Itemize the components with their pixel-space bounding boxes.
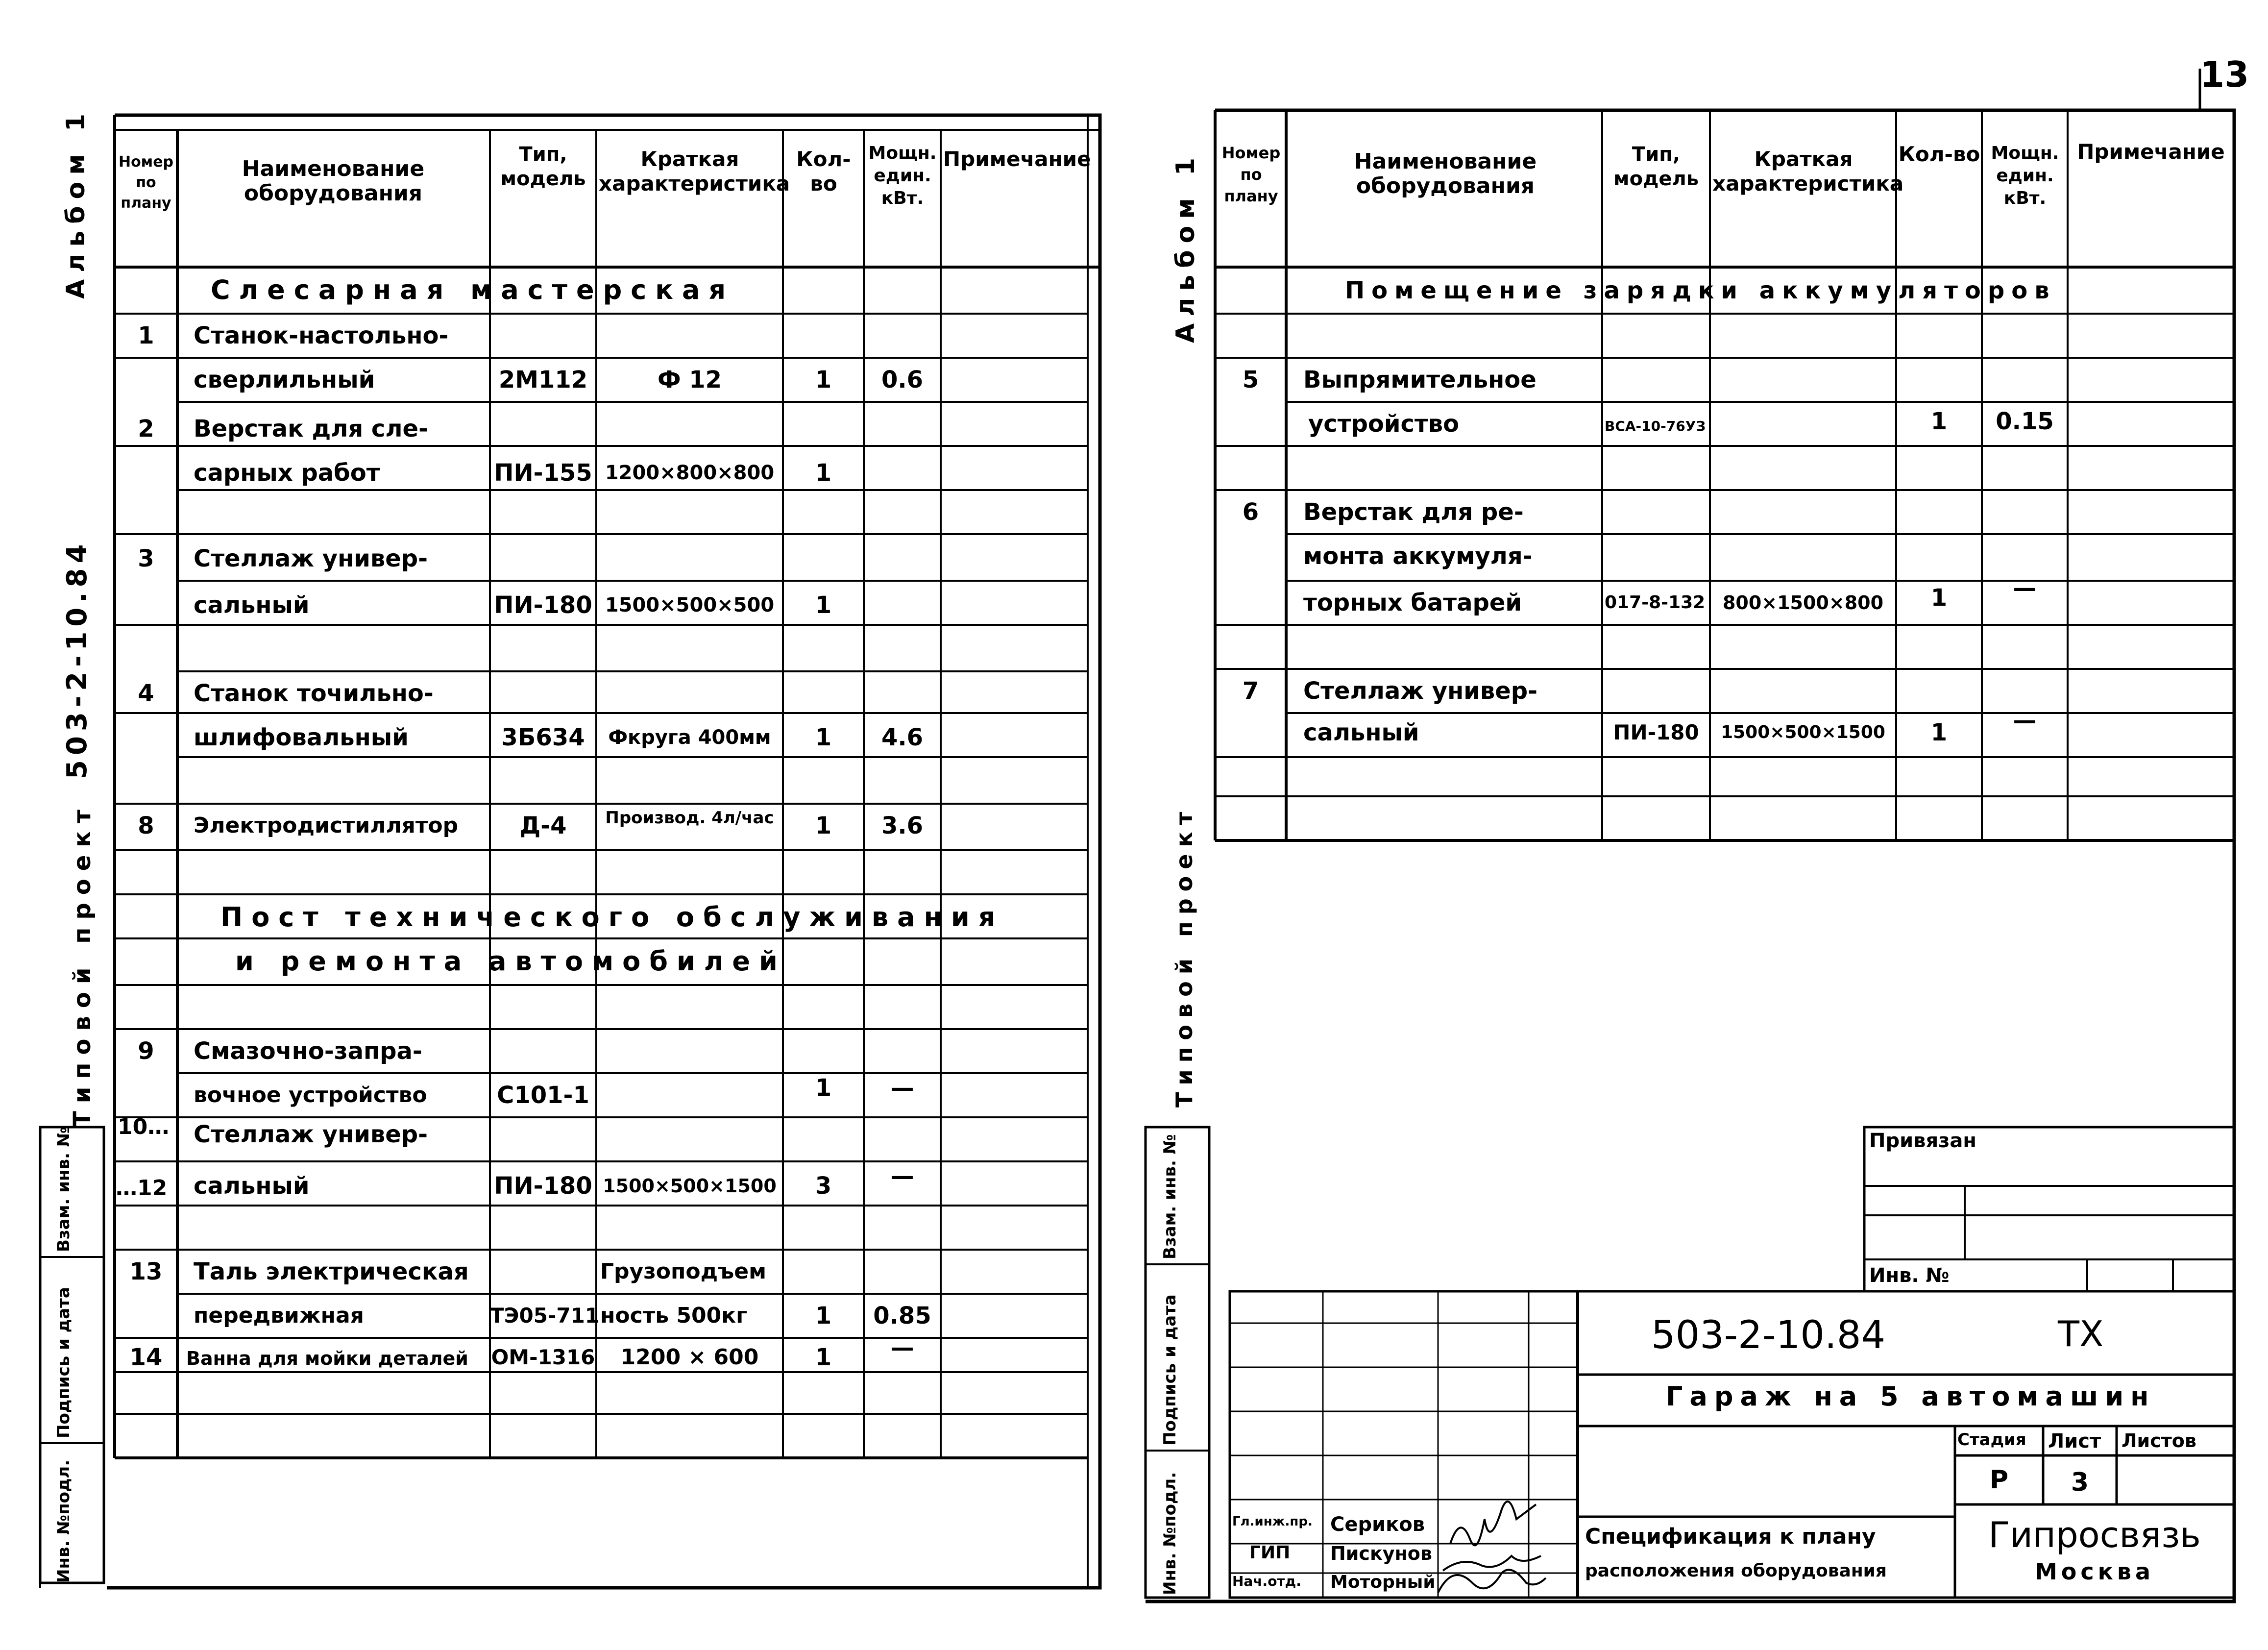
row-type: ТЭ05-711 <box>490 1304 600 1328</box>
section-title: Помещение зарядки аккумуляторов <box>1345 277 2056 304</box>
row-name: сальный <box>194 591 310 619</box>
row-name: сарных работ <box>194 459 380 487</box>
right-project-type: Типовой проект <box>1171 805 1197 1108</box>
section-title: Слесарная мастерская <box>211 274 735 305</box>
col-header-type: Тип, модель <box>500 143 586 190</box>
sheets-label: Листов <box>2122 1430 2196 1452</box>
right-stamp-replace: Взам. инв. № <box>1160 1134 1180 1259</box>
row-qty: 1 <box>815 812 832 839</box>
row-qty: 1 <box>1930 719 1948 746</box>
col-header-num: Номер по плану <box>1221 144 1281 205</box>
row-name: Электродистиллятор <box>194 813 459 838</box>
left-project-code: 503-2-10.84 <box>61 539 93 779</box>
row-name: монта аккумуля- <box>1303 542 1533 570</box>
row-name: сальный <box>194 1172 310 1200</box>
row-qty: 1 <box>1930 584 1948 612</box>
row-name: Стеллаж универ- <box>194 1121 428 1148</box>
row-desc: Фкруга 400мм <box>608 726 771 749</box>
row-qty: 1 <box>815 366 832 394</box>
row-qty: 1 <box>815 1344 832 1371</box>
col-header-name: Наименование оборудования <box>1354 149 1537 198</box>
row-name: сальный <box>1303 719 1419 746</box>
row-name: Стеллаж универ- <box>1303 677 1538 705</box>
row-num: 13 <box>129 1258 163 1285</box>
row-name: вочное устройство <box>194 1083 427 1108</box>
row-qty: 1 <box>1930 408 1948 435</box>
right-stamp-inv: Инв. №подл. <box>1160 1472 1180 1595</box>
row-name: Верстак для ре- <box>1303 498 1524 526</box>
row-type: 3Б634 <box>501 724 585 751</box>
row-name: Станок-настольно- <box>194 322 449 349</box>
col-header-note: Примечание <box>2077 140 2225 164</box>
row-type: ПИ-180 <box>494 591 592 619</box>
document-mark: ТХ <box>2058 1313 2104 1354</box>
row-num: 9 <box>138 1037 154 1065</box>
sheet-value: 3 <box>2071 1468 2089 1497</box>
row-type: С101-1 <box>497 1082 589 1109</box>
col-header-note: Примечание <box>943 147 1091 171</box>
row-type: ОМ-1316 <box>491 1345 595 1369</box>
stage-value: Р <box>1989 1465 2009 1495</box>
row-type: Д-4 <box>519 812 567 839</box>
stage-label: Стадия <box>1957 1430 2026 1450</box>
row-num: 5 <box>1242 366 1259 394</box>
row-type: ПИ-180 <box>1613 720 1699 744</box>
row-power: — <box>890 1074 914 1102</box>
row-num: 1 <box>138 322 154 349</box>
row-type: ВСА-10-76УЗ <box>1605 418 1706 434</box>
col-header-power: Мощн. един. кВт. <box>868 143 937 208</box>
role: Гл.инж.пр. <box>1232 1514 1313 1529</box>
row-num: 7 <box>1242 677 1259 705</box>
row-power: 4.6 <box>881 724 924 751</box>
doc-title: Спецификация к плану <box>1585 1524 1876 1549</box>
section-title: Пост технического обслуживания <box>220 902 1004 933</box>
row-name: передвижная <box>194 1303 364 1328</box>
row-qty: 3 <box>815 1172 832 1200</box>
row-name: устройство <box>1308 410 1460 438</box>
row-desc: Грузоподъем <box>600 1259 767 1284</box>
role: Нач.отд. <box>1232 1573 1301 1589</box>
col-header-desc: Краткая характеристика <box>599 147 790 196</box>
left-album-label: Альбом 1 <box>61 106 91 299</box>
row-name: торных батарей <box>1303 589 1522 616</box>
row-num: 4 <box>138 680 154 707</box>
row-name: Выпрямительное <box>1303 366 1536 394</box>
row-type: ПИ-155 <box>494 459 592 487</box>
row-desc: Ф 12 <box>657 366 722 394</box>
row-qty: 1 <box>815 459 832 487</box>
organization-city: Москва <box>2034 1558 2155 1585</box>
row-qty: 1 <box>815 1302 832 1330</box>
row-power: — <box>2013 574 2037 602</box>
row-num: 2 <box>138 415 154 443</box>
row-desc: 1500×500×500 <box>605 594 775 616</box>
left-stamp-signature: Подпись и дата <box>54 1287 73 1438</box>
sheet-label: Лист <box>2048 1430 2101 1453</box>
object-name: Гараж на 5 автомашин <box>1666 1381 2156 1412</box>
row-name: Таль электрическая <box>194 1258 469 1285</box>
row-power: — <box>890 1334 914 1361</box>
row-num: 10… <box>118 1114 170 1139</box>
col-header-power: Мощн. един. кВт. <box>1991 143 2059 208</box>
row-num: 14 <box>129 1344 163 1371</box>
section-title: и ремонта автомобилей <box>235 946 786 977</box>
row-desc: 1200 × 600 <box>620 1345 759 1370</box>
left-project-type: Типовой проект <box>69 802 96 1127</box>
row-desc: Производ. 4л/час <box>605 808 774 828</box>
right-album-label: Альбом 1 <box>1171 150 1200 343</box>
sheet-number: 13 <box>2200 54 2249 95</box>
person-name: Сериков <box>1330 1513 1425 1536</box>
row-desc: 1500×500×1500 <box>603 1175 777 1197</box>
row-name: шлифовальный <box>194 724 409 751</box>
row-name: Станок точильно- <box>194 680 434 707</box>
row-name: Верстак для сле- <box>194 415 428 443</box>
row-power: — <box>890 1162 914 1190</box>
col-header-desc: Краткая характеристика <box>1712 147 1904 196</box>
col-header-qty: Кол-во <box>796 147 851 196</box>
row-desc: 1500×500×1500 <box>1721 722 1885 742</box>
row-power: 0.15 <box>1996 408 2054 435</box>
person-name: Пискунов <box>1330 1543 1432 1564</box>
row-name: сверлильный <box>194 366 375 394</box>
col-header-num: Номер по плану <box>118 153 174 212</box>
document-designation: 503-2-10.84 <box>1651 1313 1886 1357</box>
col-header-type: Тип, модель <box>1613 143 1699 190</box>
row-num: …12 <box>116 1176 168 1201</box>
row-qty: 1 <box>815 591 832 619</box>
person-name: Моторный <box>1330 1572 1436 1592</box>
row-qty: 1 <box>815 724 832 751</box>
row-num: 3 <box>138 545 154 572</box>
row-qty: 1 <box>815 1074 832 1102</box>
row-name: Ванна для мойки деталей <box>186 1348 468 1369</box>
row-desc: ность 500кг <box>600 1303 748 1328</box>
row-desc: 800×1500×800 <box>1722 592 1884 614</box>
row-name: Стеллаж универ- <box>194 545 428 572</box>
signatures <box>1438 1502 1546 1593</box>
row-power: 0.85 <box>873 1302 931 1330</box>
doc-title: расположения оборудования <box>1585 1561 1887 1581</box>
row-power: 0.6 <box>881 366 924 394</box>
inv-no-label: Инв. № <box>1869 1264 1950 1287</box>
row-type: ПИ-180 <box>494 1172 592 1200</box>
row-num: 6 <box>1242 498 1259 526</box>
row-type: 017-8-132 <box>1605 592 1706 613</box>
row-type: 2М112 <box>498 366 588 394</box>
organization-name: Гипросвязь <box>1988 1514 2201 1555</box>
left-stamp-inv: Инв. №подл. <box>54 1459 73 1583</box>
row-power: 3.6 <box>881 812 924 839</box>
right-stamp-signature: Подпись и дата <box>1160 1294 1180 1446</box>
left-stamp-replace: Взам. инв. № <box>54 1127 73 1252</box>
row-desc: 1200×800×800 <box>605 462 775 484</box>
row-num: 8 <box>138 812 154 839</box>
col-header-qty: Кол-во <box>1898 142 1980 166</box>
col-header-name: Наименование оборудования <box>242 156 425 206</box>
role: ГИП <box>1249 1543 1291 1563</box>
bound-label: Привязан <box>1869 1130 1977 1152</box>
row-power: — <box>2013 707 2037 734</box>
row-name: Смазочно-запра- <box>194 1037 422 1065</box>
